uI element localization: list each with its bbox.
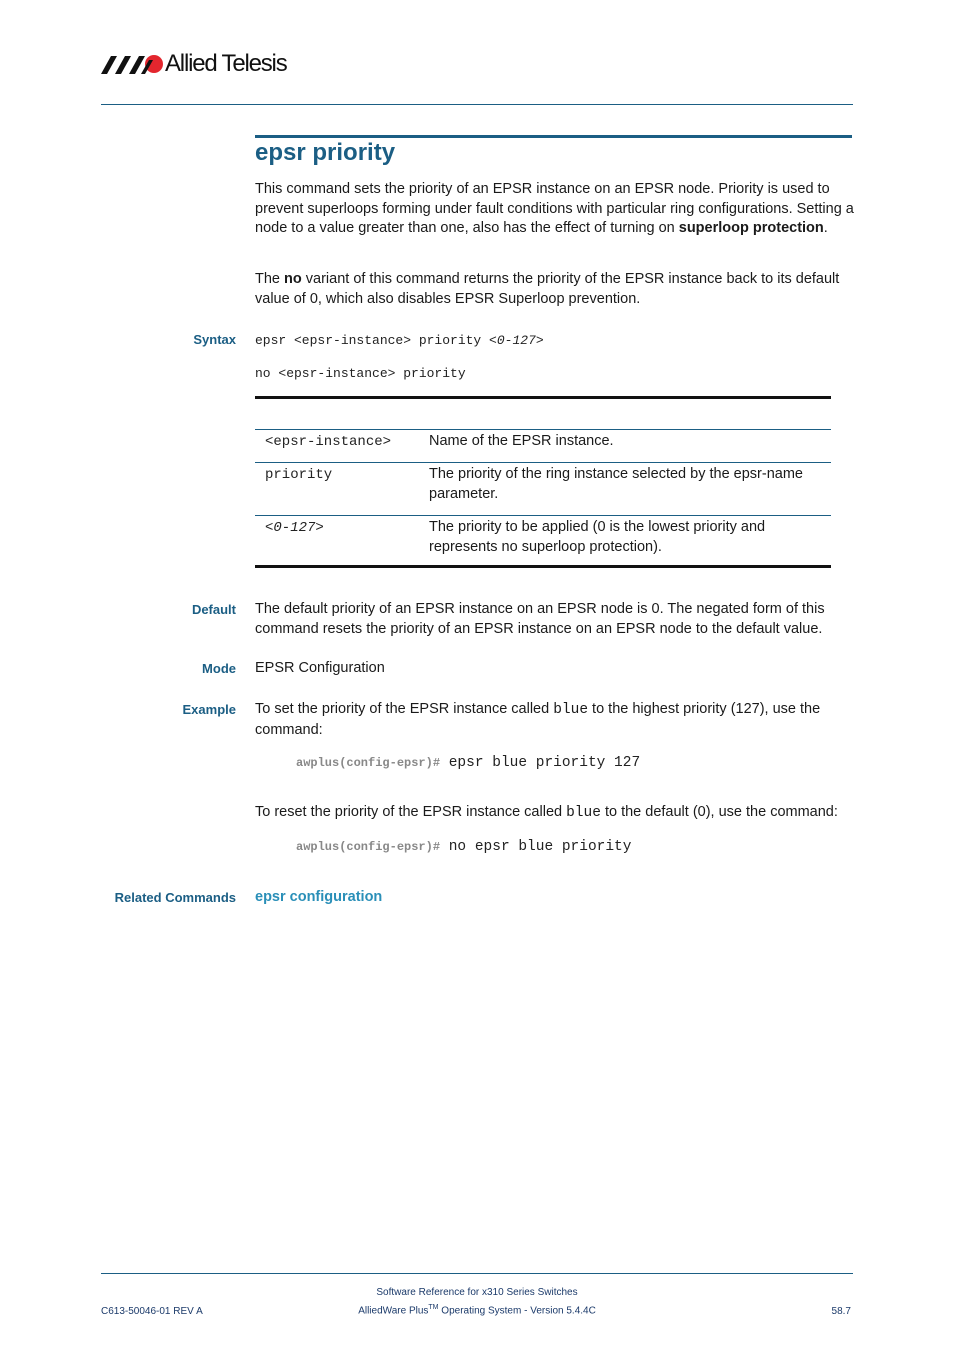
param-italic: 0-127: [273, 520, 316, 536]
header-rule: [101, 104, 853, 105]
intro-text: This command sets the priority of an EPSR instance on an EPSR node. Priority is used to prevent superloops forming under fault conditions with particular ring configurations. Setting a node to a value greater than one, also has the effect of turning on: [255, 181, 854, 236]
param-text: <: [265, 520, 274, 536]
title-rule: [255, 135, 852, 138]
example-command-2: [296, 837, 631, 855]
example-paragraph-2: [255, 803, 855, 824]
no-variant-pre: The: [255, 271, 285, 287]
syntax-line-1-arg: 0-127: [496, 333, 536, 348]
table-bottom-rule: [255, 565, 831, 568]
example-label: Example: [182, 702, 236, 717]
example-2-pre: To reset the priority of the EPSR instance called: [255, 804, 567, 820]
cli-prompt: awplus(config-epsr)#: [296, 840, 441, 854]
page-number: 58.7: [831, 1306, 851, 1317]
no-variant-text: variant of this command returns the priority of the EPSR instance back to its default value of 0, which also disables EPSR Superloop prevention.: [255, 271, 840, 307]
table-row-rule: [255, 462, 831, 463]
table-row-desc: The priority of the ring instance selected by the epsr-name parameter.: [429, 466, 803, 502]
intro-end: .: [823, 220, 828, 236]
intro-paragraph-2: [255, 270, 855, 309]
example-1-instance-code: blue: [553, 702, 589, 718]
intro-bold-term: superloop protection: [678, 220, 824, 236]
table-row-param: [265, 467, 332, 483]
example-1-pre: To set the priority of the EPSR instance called: [255, 701, 554, 717]
table-row-rule: [255, 429, 831, 430]
footer-title: Software Reference for x310 Series Switches: [376, 1287, 578, 1298]
related-commands-label: Related Commands: [114, 890, 236, 905]
syntax-line-2: no <epsr-instance> priority: [255, 366, 466, 381]
syntax-label: Syntax: [193, 332, 236, 347]
param-text: <epsr-instance>: [265, 434, 392, 450]
footer-os-version: [0, 1304, 954, 1316]
footer-rule: [101, 1273, 853, 1274]
syntax-line-1-text: epsr <epsr-instance> priority <: [255, 333, 497, 348]
param-text: priority: [265, 467, 333, 483]
example-1-post: to the highest priority (127), use the command:: [255, 701, 821, 738]
example-2-instance-code: blue: [566, 805, 601, 821]
param-close: >: [315, 520, 324, 536]
footer-os-version-text: Operating System - Version 5.4.4C: [438, 1305, 596, 1317]
page-title: epsr priority: [255, 139, 396, 166]
logo-mark-icon: [101, 54, 163, 76]
logo-wordmark: Allied Telesis: [165, 50, 287, 77]
intro-paragraph-1: [255, 180, 855, 239]
table-row-param: [265, 520, 324, 536]
syntax-line-1: [255, 333, 544, 348]
footer-doc-id: C613-50046-01 REV A: [101, 1306, 203, 1317]
default-label: Default: [191, 602, 236, 617]
example-command-1: [296, 753, 640, 771]
table-row-desc: The priority to be applied (0 is the lowest priority and represents no superloop protection).: [429, 519, 766, 555]
footer-tm: TM: [428, 1304, 439, 1311]
epsr-configuration-link[interactable]: epsr configuration: [255, 889, 383, 905]
footer-os-name: AlliedWare Plus: [358, 1305, 429, 1317]
example-paragraph-1: [255, 700, 855, 740]
allied-telesis-logo: [101, 50, 301, 80]
table-row-rule: [255, 515, 831, 516]
default-text: The default priority of an EPSR instance on an EPSR node is 0. The negated form of this command resets the priority of an EPSR instance on an EPSR node to the default value.: [255, 601, 825, 637]
no-keyword: no: [284, 271, 302, 287]
syntax-line-1-close: >: [535, 333, 544, 348]
mode-label: Mode: [202, 661, 236, 676]
table-row-param: [265, 434, 391, 450]
cli-command: epsr blue priority 127: [440, 755, 641, 771]
cli-command: no epsr blue priority: [440, 839, 632, 855]
mode-text: EPSR Configuration: [255, 660, 385, 676]
example-2-post: to the default (0), use the command:: [600, 804, 838, 820]
cli-prompt: awplus(config-epsr)#: [296, 756, 441, 770]
table-top-rule: [255, 396, 831, 399]
table-row-desc: Name of the EPSR instance.: [429, 433, 614, 449]
